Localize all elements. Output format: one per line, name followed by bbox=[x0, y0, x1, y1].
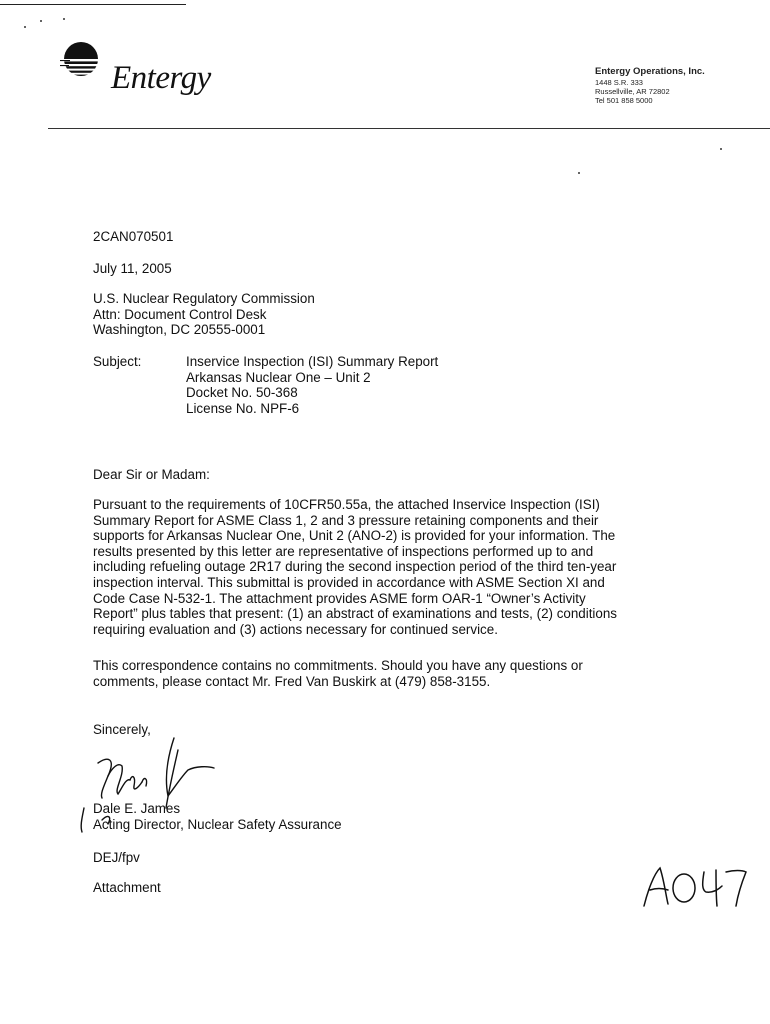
body-paragraph bbox=[93, 497, 653, 637]
scan-speck bbox=[720, 148, 722, 150]
scan-speck bbox=[24, 26, 26, 28]
letter-date: July 11, 2005 bbox=[93, 261, 172, 276]
scan-speck bbox=[40, 20, 42, 22]
address-line: 1448 S.R. 333 bbox=[595, 78, 643, 87]
body-line: comments, please contact Mr. Fred Van Buskirk at (479) 858-3155. bbox=[93, 673, 491, 689]
subject-line: Arkansas Nuclear One – Unit 2 bbox=[186, 369, 371, 385]
initials: DEJ/fpv bbox=[93, 850, 140, 865]
top-edge-line bbox=[0, 4, 186, 5]
recipient-line: Washington, DC 20555-0001 bbox=[93, 322, 266, 338]
company-name: Entergy Operations, Inc. bbox=[595, 66, 705, 77]
salutation: Dear Sir or Madam: bbox=[93, 467, 210, 482]
subject-line: Docket No. 50-368 bbox=[186, 385, 298, 401]
signer-title: Acting Director, Nuclear Safety Assurance bbox=[93, 817, 342, 832]
subject-line: Inservice Inspection (ISI) Summary Report bbox=[186, 354, 439, 369]
body-line: Report” plus tables that present: (1) an abstract of examinations and tests, (2) conditions bbox=[93, 606, 617, 622]
body-paragraph bbox=[93, 658, 653, 689]
body-line: This correspondence contains no commitments. Should you have any questions or bbox=[93, 658, 583, 673]
letterhead-divider bbox=[48, 128, 770, 129]
phone-line: Tel 501 858 5000 bbox=[595, 96, 653, 105]
body-line: Pursuant to the requirements of 10CFR50.55a, the attached Inservice Inspection (ISI) bbox=[93, 497, 600, 512]
recipient-line: Attn: Document Control Desk bbox=[93, 306, 267, 322]
body-line: supports for Arkansas Nuclear One, Unit 2 (ANO-2) is provided for your information. The bbox=[93, 528, 616, 544]
body-line: including refueling outage 2R17 during the second inspection period of the third ten-year bbox=[93, 559, 617, 575]
handwritten-code bbox=[640, 860, 750, 910]
attachment-label: Attachment bbox=[93, 880, 161, 895]
scan-speck bbox=[63, 18, 65, 20]
scan-speck bbox=[578, 172, 580, 174]
body-line: Code Case N-532-1. The attachment provides ASME form OAR-1 “Owner’s Activity bbox=[93, 590, 586, 606]
subject-line: License No. NPF-6 bbox=[186, 400, 300, 416]
logo-wordmark: Entergy bbox=[111, 60, 211, 96]
body-line: inspection interval. This submittal is provided in accordance with ASME Section XI and bbox=[93, 574, 605, 590]
signer-name: Dale E. James bbox=[93, 801, 181, 816]
recipient-line: U.S. Nuclear Regulatory Commission bbox=[93, 291, 315, 306]
closing: Sincerely, bbox=[93, 722, 151, 737]
body-line: Summary Report for ASME Class 1, 2 and 3 pressure retaining components and their bbox=[93, 512, 599, 528]
body-line: results presented by this letter are representative of inspections performed up to and bbox=[93, 543, 594, 559]
recipient-block bbox=[93, 291, 315, 338]
subject-block bbox=[186, 354, 438, 416]
address-line: Russellville, AR 72802 bbox=[595, 87, 670, 96]
entergy-logo-icon bbox=[60, 40, 106, 78]
letterhead-address bbox=[595, 66, 705, 105]
body-line: requiring evaluation and (3) actions necessary for continued service. bbox=[93, 621, 498, 637]
reference-number: 2CAN070501 bbox=[93, 229, 174, 244]
subject-label: Subject: bbox=[93, 354, 142, 369]
